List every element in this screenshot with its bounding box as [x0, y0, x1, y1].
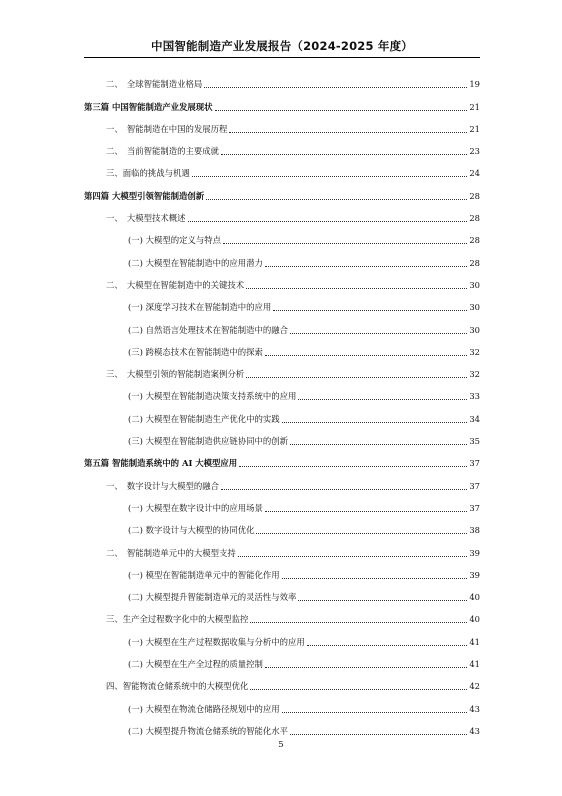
- toc-chapter-entry[interactable]: [84, 603, 480, 625]
- toc-entry-label: 二、 大模型在智能制造中的关键技术: [106, 279, 245, 290]
- toc-entry-label: 一、 智能制造在中国的发展历程: [106, 123, 228, 134]
- toc-chapter-entry[interactable]: [84, 269, 480, 291]
- toc-page-number: 30: [469, 279, 480, 290]
- toc-page-number: 24: [469, 168, 480, 179]
- toc-entry-label: 一、 大模型技术概述: [106, 213, 186, 224]
- toc-page-number: 32: [469, 369, 480, 380]
- toc-part-entry[interactable]: [84, 90, 480, 112]
- toc-dot-leader: [265, 266, 468, 267]
- toc-section-entry[interactable]: [84, 291, 480, 313]
- toc-dot-leader: [206, 199, 467, 200]
- toc-entry-label: (二) 数字设计与大模型的协同优化: [128, 525, 255, 536]
- toc-page-number: 40: [469, 592, 480, 603]
- toc-dot-leader: [273, 310, 467, 311]
- toc-entry-label: 第五篇 智能制造系统中的 AI 大模型应用: [84, 458, 238, 469]
- toc-dot-leader: [238, 556, 468, 557]
- page-number: 5: [278, 740, 284, 750]
- toc-dot-leader: [221, 489, 467, 490]
- toc-page-number: 41: [469, 636, 480, 647]
- toc-entry-label: 二、 全球智能制造业格局: [106, 79, 203, 90]
- toc-page-number: 37: [469, 458, 480, 469]
- toc-page-number: 39: [469, 569, 480, 580]
- toc-dot-leader: [290, 444, 467, 445]
- toc-chapter-entry[interactable]: [84, 68, 480, 90]
- toc-chapter-entry[interactable]: [84, 670, 480, 692]
- toc-entry-label: (一) 大模型在生产过程数据收集与分析中的应用: [128, 636, 305, 647]
- toc-dot-leader: [290, 333, 467, 334]
- toc-entry-label: 第三篇 中国智能制造产业发展现状: [84, 101, 213, 112]
- toc-entry-label: 二、 智能制造单元中的大模型支持: [106, 547, 236, 558]
- toc-section-entry[interactable]: [84, 692, 480, 714]
- toc-page-number: 21: [469, 101, 480, 112]
- toc-section-entry[interactable]: [84, 380, 480, 402]
- toc-dot-leader: [239, 466, 467, 467]
- toc-dot-leader: [221, 154, 467, 155]
- toc-dot-leader: [265, 511, 468, 512]
- toc-page-number: 39: [469, 547, 480, 558]
- toc-dot-leader: [307, 645, 468, 646]
- toc-entry-label: (二) 大模型在智能制造中的应用潜力: [128, 257, 263, 268]
- page-header-title: 中国智能制造产业发展报告（2024-2025 年度）: [151, 39, 413, 53]
- toc-dot-leader: [265, 355, 468, 356]
- toc-page-number: 28: [469, 235, 480, 246]
- toc-entry-label: 四、智能物流仓储系统中的大模型优化: [106, 681, 249, 692]
- toc-entry-label: 第四篇 大模型引领智能制造创新: [84, 190, 205, 201]
- toc-entry-label: (二) 大模型提升物流仓储系统的智能化水平: [128, 725, 288, 736]
- toc-entry-label: (一) 大模型在物流仓储路径规划中的应用: [128, 703, 280, 714]
- toc-entry-label: (二) 自然语言处理技术在智能制造中的融合: [128, 324, 288, 335]
- toc-dot-leader: [298, 600, 467, 601]
- toc-page-number: 30: [469, 324, 480, 335]
- toc-page-number: 19: [469, 79, 480, 90]
- toc-dot-leader: [192, 176, 468, 177]
- toc-page-number: 32: [469, 346, 480, 357]
- toc-chapter-entry[interactable]: [84, 157, 480, 179]
- toc-page-number: 41: [469, 659, 480, 670]
- toc-entry-label: (二) 大模型在智能制造生产优化中的实践: [128, 413, 280, 424]
- table-of-contents: [84, 68, 480, 737]
- toc-page-number: 42: [469, 681, 480, 692]
- toc-page-number: 37: [469, 480, 480, 491]
- toc-entry-label: (一) 模型在智能制造单元中的智能化作用: [128, 569, 280, 580]
- toc-entry-label: (一) 大模型的定义与特点: [128, 235, 221, 246]
- toc-section-entry[interactable]: [84, 715, 480, 737]
- toc-dot-leader: [250, 689, 467, 690]
- toc-entry-label: (一) 大模型在智能制造决策支持系统中的应用: [128, 391, 297, 402]
- toc-part-entry[interactable]: [84, 447, 480, 469]
- toc-page-number: 28: [469, 257, 480, 268]
- toc-entry-label: (一) 深度学习技术在智能制造中的应用: [128, 302, 272, 313]
- toc-section-entry[interactable]: [84, 514, 480, 536]
- toc-entry-label: 二、 当前智能制造的主要成就: [106, 146, 220, 157]
- toc-page-number: 38: [469, 525, 480, 536]
- toc-page-number: 21: [469, 123, 480, 134]
- toc-entry-label: 三、生产全过程数字化中的大模型监控: [106, 614, 249, 625]
- toc-dot-leader: [246, 288, 467, 289]
- toc-page-number: 40: [469, 614, 480, 625]
- toc-chapter-entry[interactable]: [84, 135, 480, 157]
- toc-entry-label: (二) 大模型提升智能制造单元的灵活性与效率: [128, 592, 297, 603]
- toc-page-number: 43: [469, 703, 480, 714]
- toc-section-entry[interactable]: [84, 648, 480, 670]
- toc-entry-label: 三、面临的挑战与机遇: [106, 168, 190, 179]
- toc-chapter-entry[interactable]: [84, 358, 480, 380]
- toc-dot-leader: [204, 87, 467, 88]
- toc-section-entry[interactable]: [84, 402, 480, 424]
- toc-dot-leader: [223, 243, 467, 244]
- toc-page-number: 30: [469, 302, 480, 313]
- toc-dot-leader: [229, 132, 467, 133]
- toc-page-number: 35: [469, 436, 480, 447]
- toc-section-entry[interactable]: [84, 224, 480, 246]
- toc-page-number: 37: [469, 502, 480, 513]
- toc-dot-leader: [256, 533, 467, 534]
- toc-dot-leader: [282, 712, 468, 713]
- toc-dot-leader: [188, 221, 468, 222]
- toc-entry-label: (三) 跨模态技术在智能制造中的探索: [128, 346, 263, 357]
- toc-entry-label: (三) 大模型在智能制造供应链协同中的创新: [128, 436, 288, 447]
- toc-entry-label: (一) 大模型在数字设计中的应用场景: [128, 502, 263, 513]
- toc-entry-label: (二) 大模型在生产全过程的质量控制: [128, 659, 263, 670]
- toc-dot-leader: [282, 422, 468, 423]
- header-rule: [84, 57, 480, 58]
- toc-section-entry[interactable]: [84, 559, 480, 581]
- toc-section-entry[interactable]: [84, 313, 480, 335]
- toc-chapter-entry[interactable]: [84, 469, 480, 491]
- toc-page-number: 33: [469, 391, 480, 402]
- toc-section-entry[interactable]: [84, 625, 480, 647]
- toc-entry-label: 一、 数字设计与大模型的融合: [106, 480, 220, 491]
- toc-dot-leader: [298, 399, 467, 400]
- toc-entry-label: 三、 大模型引领的智能制造案例分析: [106, 369, 245, 380]
- toc-dot-leader: [290, 734, 467, 735]
- toc-dot-leader: [246, 377, 467, 378]
- toc-dot-leader: [215, 110, 468, 111]
- toc-page-number: 43: [469, 725, 480, 736]
- toc-chapter-entry[interactable]: [84, 113, 480, 135]
- toc-page-number: 28: [469, 190, 480, 201]
- toc-section-entry[interactable]: [84, 492, 480, 514]
- toc-chapter-entry[interactable]: [84, 202, 480, 224]
- toc-section-entry[interactable]: [84, 336, 480, 358]
- toc-section-entry[interactable]: [84, 425, 480, 447]
- toc-dot-leader: [282, 578, 468, 579]
- toc-section-entry[interactable]: [84, 246, 480, 268]
- toc-page-number: 23: [469, 146, 480, 157]
- toc-dot-leader: [265, 667, 468, 668]
- toc-part-entry[interactable]: [84, 179, 480, 201]
- toc-page-number: 34: [469, 413, 480, 424]
- toc-dot-leader: [250, 622, 467, 623]
- toc-section-entry[interactable]: [84, 581, 480, 603]
- toc-page-number: 28: [469, 213, 480, 224]
- toc-chapter-entry[interactable]: [84, 536, 480, 558]
